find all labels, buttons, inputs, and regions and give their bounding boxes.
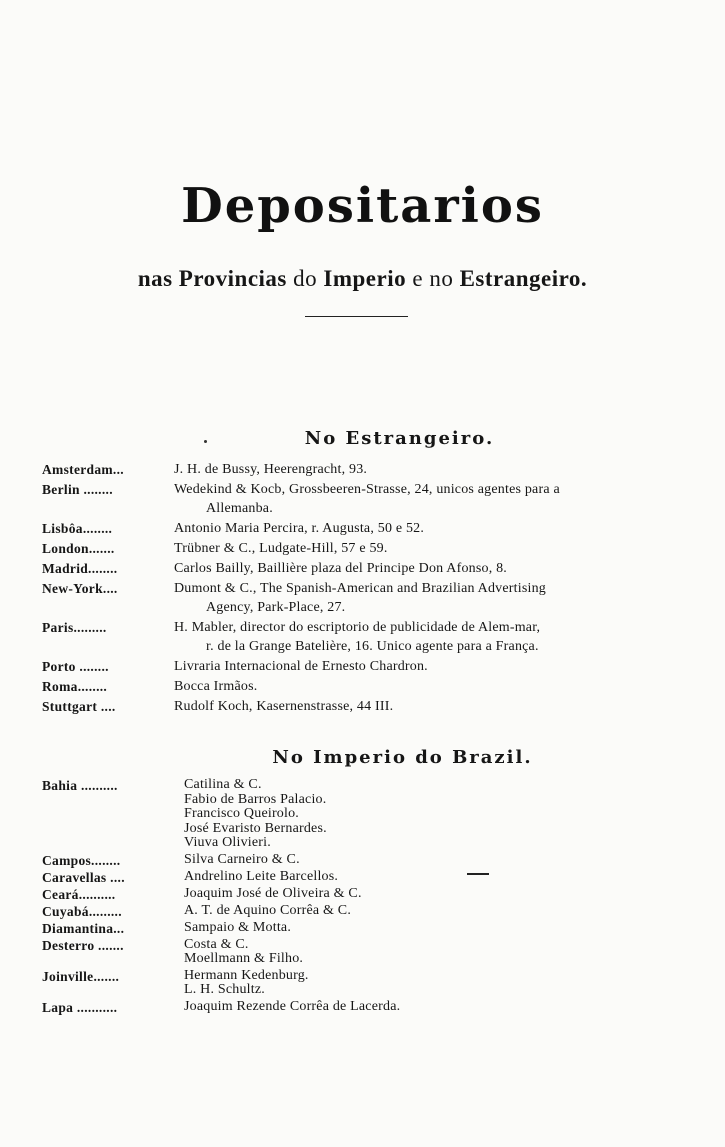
list-item [42,969,682,998]
agent-details [174,618,682,656]
agent-details [184,1000,682,1015]
city-name: Ceará.......... [42,886,116,902]
city-name: Diamantina... [42,920,125,936]
estrangeiro-list [42,460,682,717]
subtitle-part: Estrangeiro. [459,266,588,291]
agent-line: L. H. Schultz. [184,982,265,997]
list-item [42,697,682,716]
divider-rule [305,316,408,317]
list-item [42,559,682,578]
agent-details [174,579,682,617]
agent-line: Allemanba. [206,501,273,516]
agent-details [184,969,682,998]
list-item [42,519,682,538]
agent-details [174,559,682,578]
list-item [42,677,682,696]
list-item [42,778,682,851]
city-name: Lapa ........... [42,999,118,1015]
city-name: Berlin ........ [42,482,113,497]
list-item [42,921,682,936]
agent-line: Fabio de Barros Palacio. [184,791,327,807]
agent-details [174,697,682,716]
agent-details [184,778,682,851]
dash-mark [467,873,489,875]
city-name: New-York.... [42,581,118,596]
city-name: Campos........ [42,852,121,868]
list-item [42,460,682,479]
list-item [42,938,682,967]
city-name: Desterro ....... [42,937,124,953]
city-name: Porto ........ [42,659,109,674]
agent-line: r. de la Grange Batelière, 16. Unico agente para a França. [206,639,539,654]
agent-line: A. T. de Aquino Corrêa & C. [184,902,352,918]
city-name: Madrid........ [42,561,118,576]
list-item [42,618,682,656]
list-item [42,904,682,919]
agent-details [174,539,682,558]
agent-details [174,657,682,676]
city-name: Bahia .......... [42,778,118,793]
city-name: Lisbôa........ [42,521,113,536]
agent-line: Hermann Kedenburg. [184,967,309,983]
agent-details [174,480,682,518]
agent-details [174,677,682,696]
agent-line: Antonio Maria Percira, r. Augusta, 50 e 52. [174,521,425,536]
agent-line: Dumont & C., The Spanish-American and Brazilian Advertising [174,581,546,596]
agent-details [184,921,682,936]
agent-line: Andrelino Leite Barcellos. [184,868,339,884]
agent-line: José Evaristo Bernardes. [184,820,327,836]
agent-line: Agency, Park-Place, 27. [206,600,346,615]
agent-line: Costa & C. [184,936,249,952]
agent-line: Joaquim Rezende Corrêa de Lacerda. [184,998,401,1014]
city-name: Stuttgart .... [42,699,116,714]
list-item [42,539,682,558]
section-heading-estrangeiro: No Estrangeiro. [304,428,495,449]
list-item [42,887,682,902]
page-subtitle [0,266,725,292]
agent-line: Trübner & C., Ludgate-Hill, 57 e 59. [174,541,388,556]
subtitle-part: no [429,266,454,291]
agent-line: Joaquim José de Oliveira & C. [184,885,362,901]
agent-details [174,460,682,479]
agent-details [184,887,682,902]
list-item [42,657,682,676]
agent-line: Silva Carneiro & C. [184,851,300,867]
list-item [42,870,682,885]
subtitle-part: nas Provincias [137,266,287,291]
agent-line: Francisco Queirolo. [184,806,299,821]
city-name: London....... [42,541,115,556]
agent-details [184,938,682,967]
list-item [42,480,682,518]
agent-line: Catilina & C. [184,777,262,792]
subtitle-part: Imperio [323,266,407,291]
agent-details [184,904,682,919]
list-item [42,1000,682,1015]
agent-details [174,519,682,538]
city-name: Paris......... [42,620,107,635]
agent-line: Viuva Olivieri. [184,835,271,850]
city-name: Roma........ [42,679,108,694]
list-item [42,579,682,617]
agent-details [184,870,682,885]
imperio-list [42,778,682,1017]
agent-line: H. Mabler, director do escriptorio de publicidade de Alem-mar, [174,620,541,635]
subtitle-part: do [293,266,318,291]
agent-line: Bocca Irmãos. [174,679,258,694]
city-name: Joinville....... [42,968,120,984]
section-heading-imperio: No Imperio do Brazil. [272,747,533,768]
city-name: Caravellas .... [42,869,125,885]
agent-line: Sampaio & Motta. [184,919,292,935]
agent-line: Wedekind & Kocb, Grossbeeren-Strasse, 24, unicos agentes para a [174,482,560,497]
subtitle-part: e [412,266,424,291]
city-name: Amsterdam... [42,462,124,477]
agent-line: Livraria Internacional de Ernesto Chardron. [174,659,428,674]
agent-line: Rudolf Koch, Kasernenstrasse, 44 III. [174,699,394,714]
page-title: Depositarios [181,178,544,234]
agent-line: J. H. de Bussy, Heerengracht, 93. [174,462,368,477]
list-item [42,853,682,868]
agent-line: Carlos Bailly, Baillière plaza del Principe Don Afonso, 8. [174,561,508,576]
agent-line: Moellmann & Filho. [184,951,304,966]
city-name: Cuyabá......... [42,903,122,919]
agent-details [184,853,682,868]
